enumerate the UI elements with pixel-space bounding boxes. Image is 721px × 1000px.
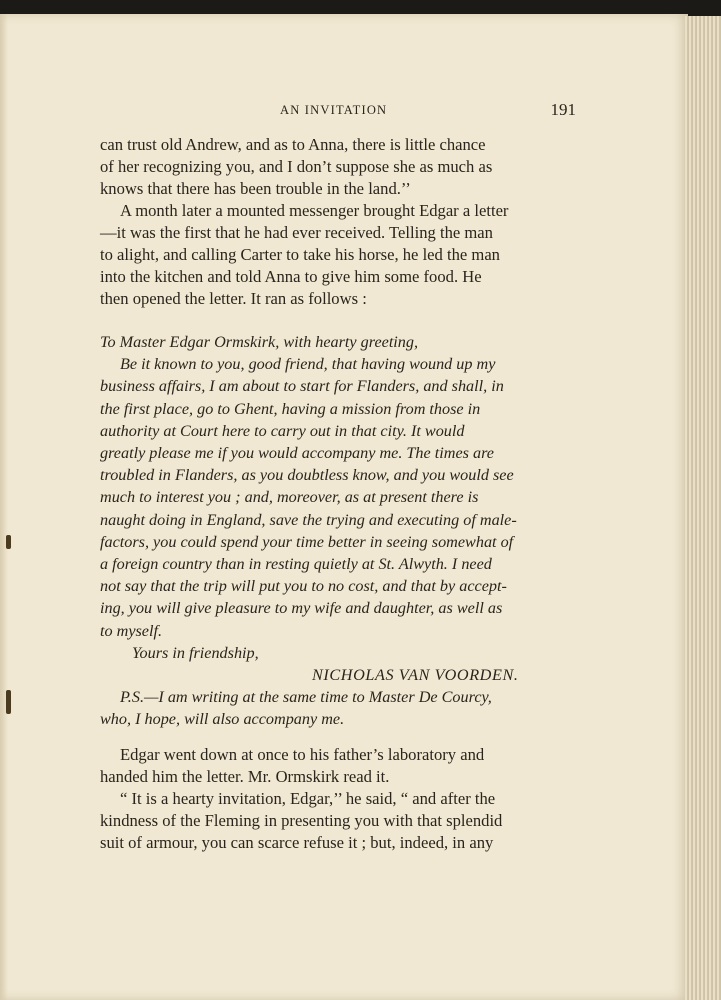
letter-postscript: P.S.—I am writing at the same time to Master De Courcy, bbox=[120, 688, 492, 707]
text-line: then opened the letter. It ran as follows : bbox=[100, 289, 367, 308]
letter-line: business affairs, I am about to start for Flanders, and shall, in bbox=[100, 377, 504, 396]
letter-line: a foreign country than in resting quietly at St. Alwyth. I need bbox=[100, 555, 492, 574]
letter-line: much to interest you ; and, moreover, as at present there is bbox=[100, 488, 479, 507]
paragraph-continuation bbox=[100, 134, 576, 200]
letter-closing: Yours in friendship, bbox=[132, 643, 259, 662]
letter-line: greatly please me if you would accompany me. The times are bbox=[100, 444, 494, 463]
letter-line: to myself. bbox=[100, 621, 163, 640]
letter bbox=[100, 331, 576, 731]
paragraph-laboratory bbox=[100, 744, 576, 788]
text-line: into the kitchen and told Anna to give him some food. He bbox=[100, 267, 482, 286]
text-line: kindness of the Fleming in presenting you with that splendid bbox=[100, 811, 503, 830]
text-line: knows that there has been trouble in the land.’’ bbox=[100, 179, 411, 198]
text-line: A month later a mounted messenger brought Edgar a letter bbox=[120, 201, 509, 220]
letter-line: ing, you will give pleasure to my wife and daughter, as well as bbox=[100, 599, 503, 618]
text-line: —it was the first that he had ever received. Telling the man bbox=[100, 223, 493, 242]
letter-postscript: who, I hope, will also accompany me. bbox=[100, 710, 345, 729]
text-line: can trust old Andrew, and as to Anna, there is little chance bbox=[100, 135, 486, 154]
text-line: to alight, and calling Carter to take his horse, he led the man bbox=[100, 245, 500, 264]
letter-signature: NICHOLAS VAN VOORDEN. bbox=[312, 666, 519, 685]
letter-line: the first place, go to Ghent, having a mission from those in bbox=[100, 399, 481, 418]
page-number: 191 bbox=[550, 100, 576, 119]
margin-mark bbox=[6, 535, 11, 549]
letter-line: naught doing in England, save the trying and executing of male- bbox=[100, 510, 517, 529]
spine-shadow bbox=[0, 14, 8, 1000]
text-line: “ It is a hearty invitation, Edgar,’’ he said, “ and after the bbox=[120, 789, 496, 808]
text-line: handed him the letter. Mr. Ormskirk read it. bbox=[100, 767, 390, 786]
text-line: suit of armour, you can scarce refuse it ; but, indeed, in any bbox=[100, 833, 494, 852]
paragraph-invitation-reply bbox=[100, 788, 576, 854]
page-edges bbox=[685, 16, 721, 1000]
letter-line: not say that the trip will put you to no cost, and that by accept- bbox=[100, 577, 507, 596]
text-line: Edgar went down at once to his father’s laboratory and bbox=[120, 745, 485, 764]
letter-line: authority at Court here to carry out in that city. It would bbox=[100, 421, 465, 440]
paragraph-messenger bbox=[100, 200, 576, 310]
margin-mark bbox=[6, 690, 11, 714]
letter-line: Be it known to you, good friend, that having wound up my bbox=[120, 355, 496, 374]
letter-line: factors, you could spend your time better in seeing somewhat of bbox=[100, 532, 514, 551]
letter-salutation: To Master Edgar Ormskirk, with hearty greeting, bbox=[100, 333, 419, 351]
running-head: AN INVITATION bbox=[280, 103, 388, 117]
letter-line: troubled in Flanders, as you doubtless know, and you would see bbox=[100, 466, 514, 485]
text-line: of her recognizing you, and I don’t suppose she as much as bbox=[100, 157, 493, 176]
